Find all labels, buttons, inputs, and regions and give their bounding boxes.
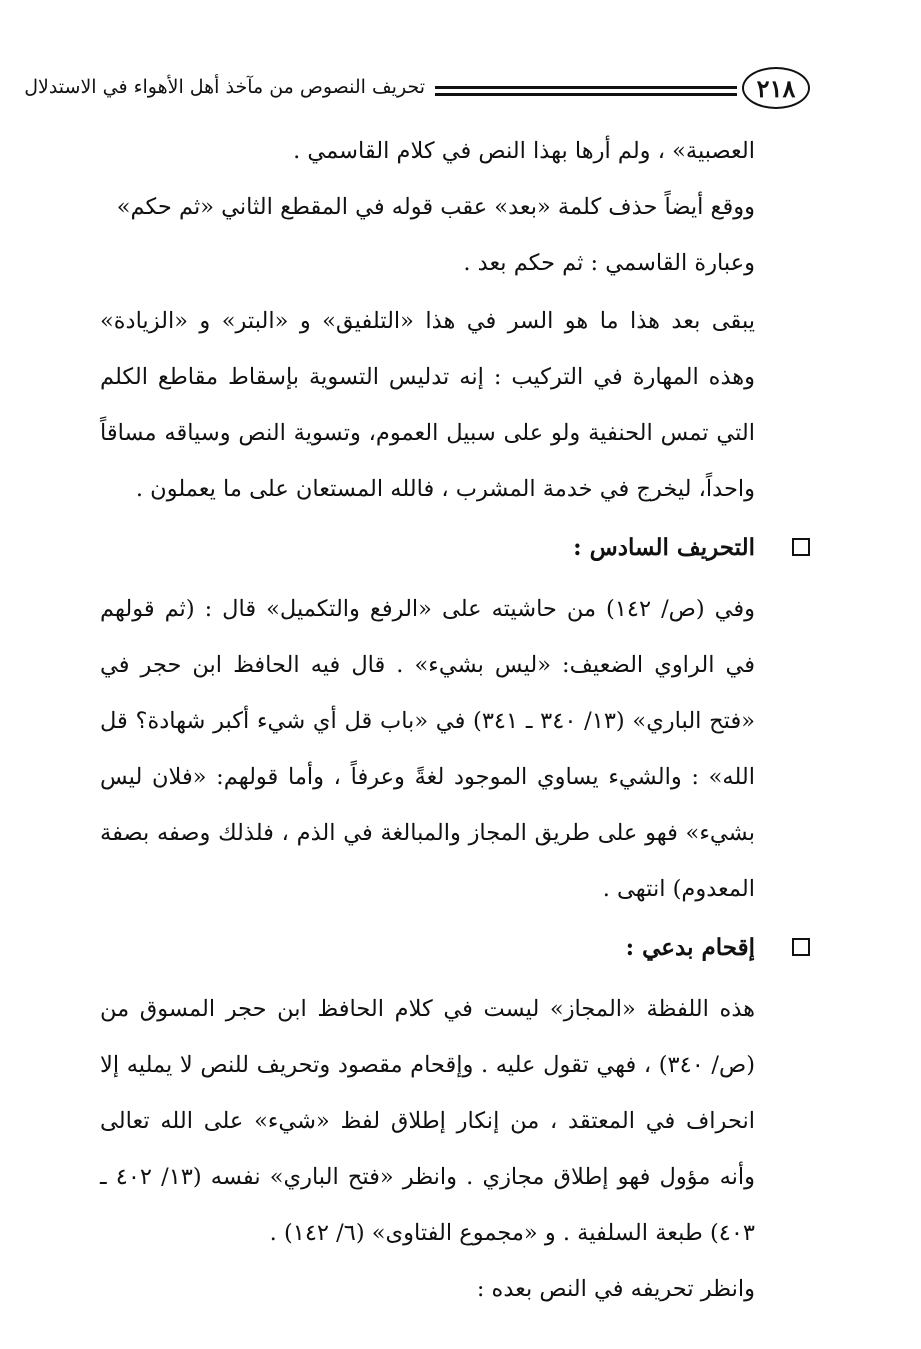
section-heading-1-text: التحريف السادس :: [573, 534, 755, 561]
paragraph-6: هذه اللفظة «المجاز» ليست في كلام الحافظ ابن حجر المسوق من (ص/ ٣٤٠) ، فهي تقول عليه . وإقحام مقصود وتحريف للنص لا يمليه إلا انحراف في المعتقد ، من إنكار إطلاق لفظ «شيء» على الله تعالى وأنه مؤول فهو إطلاق مجازي . وانظر «فتح الباري» نفسه (١٣/ ٤٠٢ ـ ٤٠٣) طبعة السلفية . و «مجموع الفتاوى» (٦/ ١٤٢) .: [100, 996, 756, 1246]
paragraph-3: وعبارة القاسمي : ثم حكم بعد .: [463, 250, 755, 276]
checkbox-bullet-icon: [792, 538, 810, 556]
paragraph-7: وانظر تحريفه في النص بعده :: [476, 1276, 755, 1302]
paragraph-2: ووقع أيضاً حذف كلمة «بعد» عقب قوله في المقطع الثاني «ثم حكم»: [116, 194, 755, 220]
page-header: [24, 64, 810, 116]
checkbox-bullet-icon: [792, 938, 810, 956]
paragraph-4: يبقى بعد هذا ما هو السر في هذا «التلفيق» و «البتر» و «الزيادة» وهذه المهارة في التركيب : إنه تدليس التسوية بإسقاط مقاطع الكلم التي تمس الحنفية ولو على سبيل العموم، وتسوية النص وسياقه مساقاً واحداً، ليخرج في خدمة المشرب ، فالله المستعان على ما يعملون .: [100, 308, 755, 502]
paragraph-1: العصبية» ، ولم أرها بهذا النص في كلام القاسمي .: [293, 138, 755, 164]
section-heading-1: [100, 521, 755, 575]
header-rule: [435, 86, 737, 96]
page-body: [100, 123, 755, 1317]
section-heading-2: [100, 921, 755, 975]
paragraph-5: وفي (ص/ ١٤٢) من حاشيته على «الرفع والتكميل» قال : (ثم قولهم في الراوي الضعيف: «ليس بشيء» . قال فيه الحافظ ابن حجر في «فتح الباري» (١٣/ ٣٤٠ ـ ٣٤١) في «باب قل أي شيء أكبر شهادة؟ قل الله» : والشيء يساوي الموجود لغةً وعرفاً ، وأما قولهم: «فلان ليس بشيء» فهو على طريق المجاز والمبالغة في الذم ، فلذلك وصفه بصفة المعدوم) انتهى .: [100, 596, 755, 902]
running-title: تحريف النصوص من مآخذ أهل الأهواء في الاستدلال: [24, 76, 425, 98]
page-number: ٢١٨: [742, 67, 810, 109]
section-heading-2-text: إقحام بدعي :: [625, 934, 755, 961]
